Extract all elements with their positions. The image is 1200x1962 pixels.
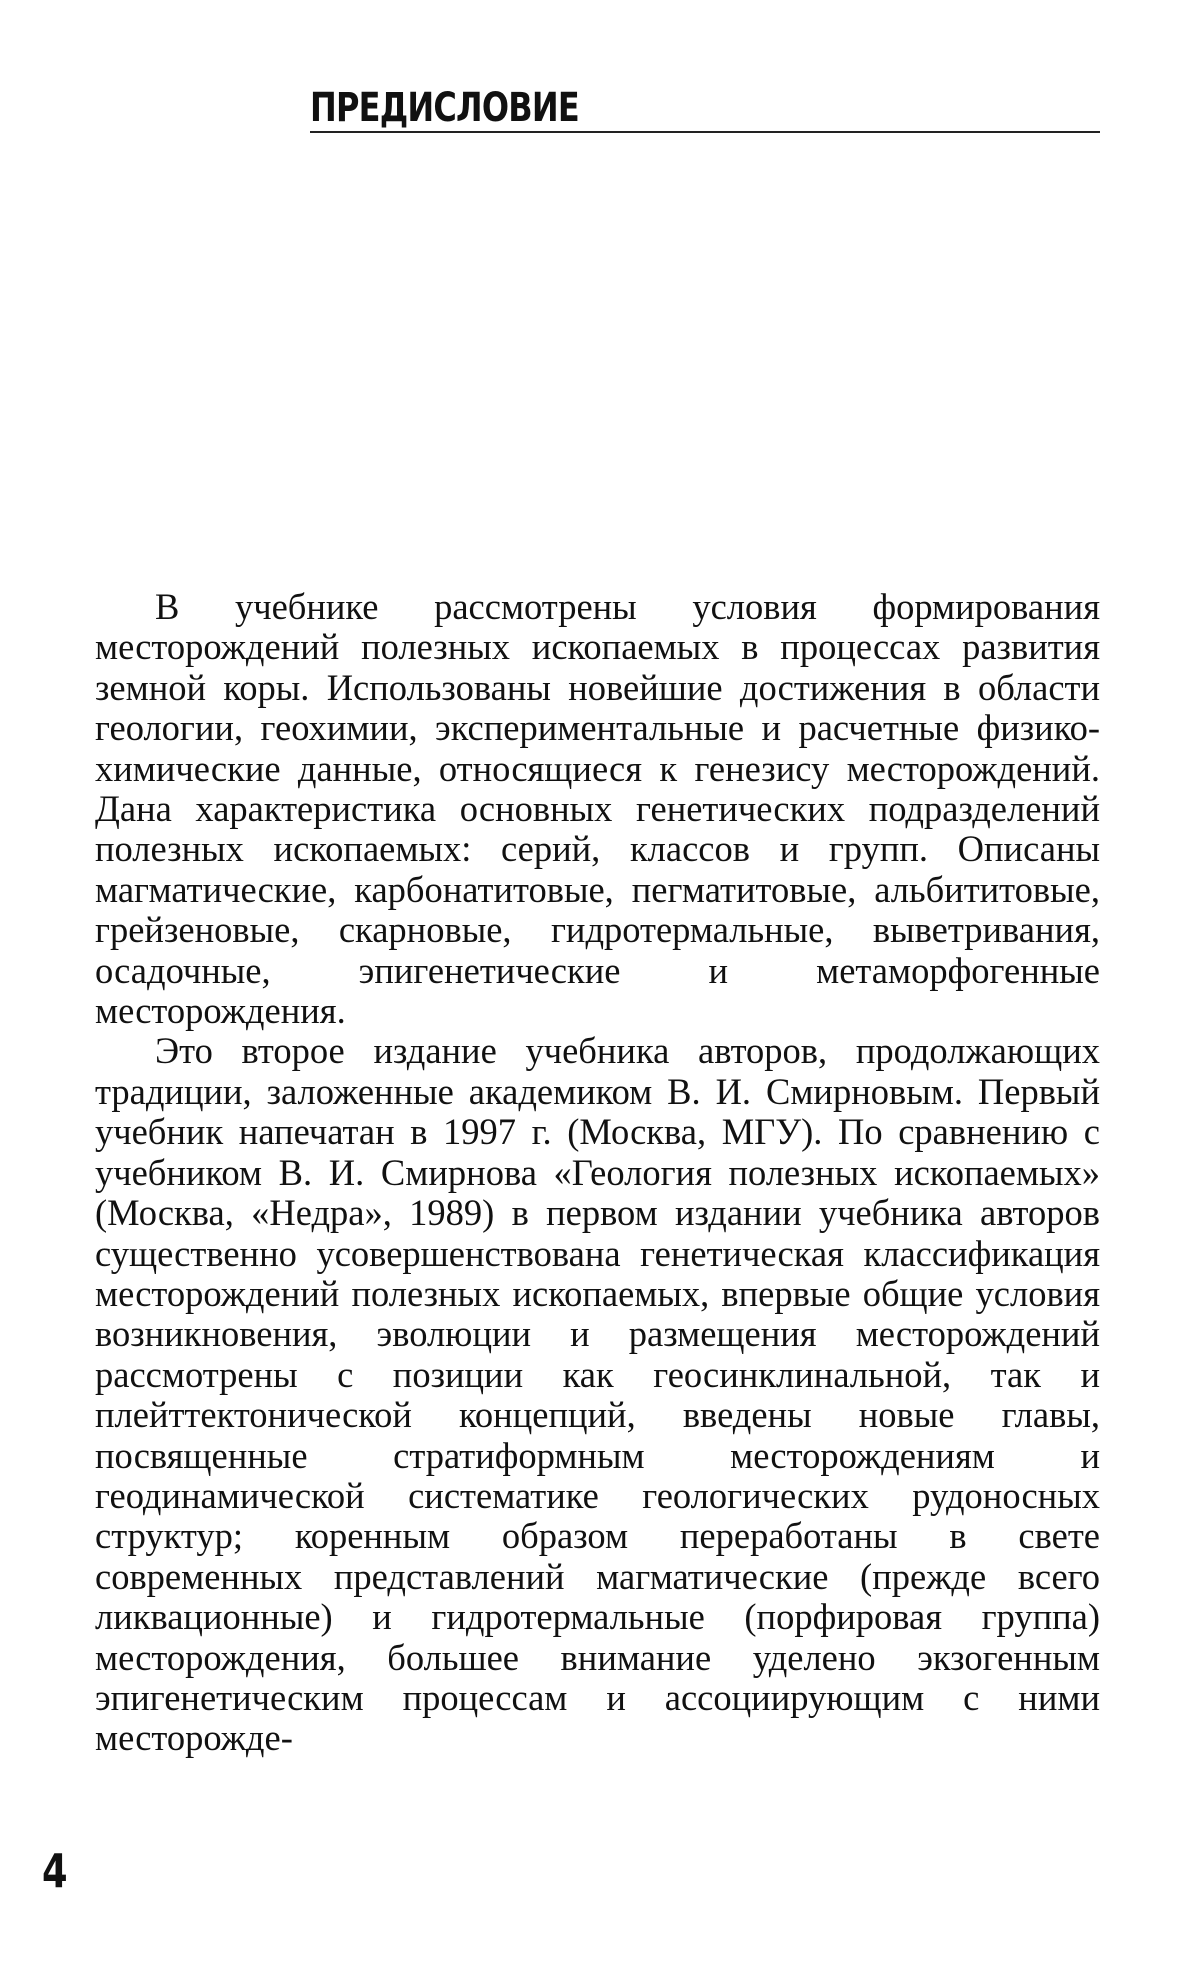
paragraph-2: Это второе издание учебника авторов, продолжающих традиции, заложенные академиком В. И. Смирновым. Первый учебник напечатан в 1997 г. (Москва, МГУ). По сравнению с учебником В. И. Смирнова «Геология полезных ископаемых» (Москва, «Недра», 1989) в первом издании учебника авторов существенно усовершенствована генетическая классификация месторождений полезных ископаемых, впервые общие условия возникновения, эволюции и размещения месторождений рассмотрены с позиции как геосинклинальной, так и плейттектонической концепций, введены новые главы, посвященные стратиформным месторождениям и геодинамической систематике геологических рудоносных структур; коренным образом переработаны в свете современных представлений магматические (прежде всего ликвационные) и гидротермальные (порфировая группа) месторождения, большее внимание уделено экзогенным эпигенетическим процессам и ассоциирующим с ними месторожде- [95,1030,1100,1759]
body-text [95,587,1100,1759]
header-rule [310,131,1100,133]
page-number: 4 [42,1844,68,1898]
chapter-header [310,84,1100,132]
paragraph-1: В учебнике рассмотрены условия формирования месторождений полезных ископаемых в процессах развития земной коры. Использованы новейшие достижения в области геологии, геохимии, экспериментальные и расчетные физико-химические данные, относящиеся к генезису месторождений. Дана характеристика основных генетических подразделений полезных ископаемых: серий, классов и групп. Описаны магматические, карбонатитовые, пегматитовые, альбититовые, грейзеновые, скарновые, гидротермальные, выветривания, осадочные, эпигенетические и метаморфогенные месторождения. [95,586,1100,1032]
chapter-title: ПРЕДИСЛОВИЕ [310,85,579,131]
